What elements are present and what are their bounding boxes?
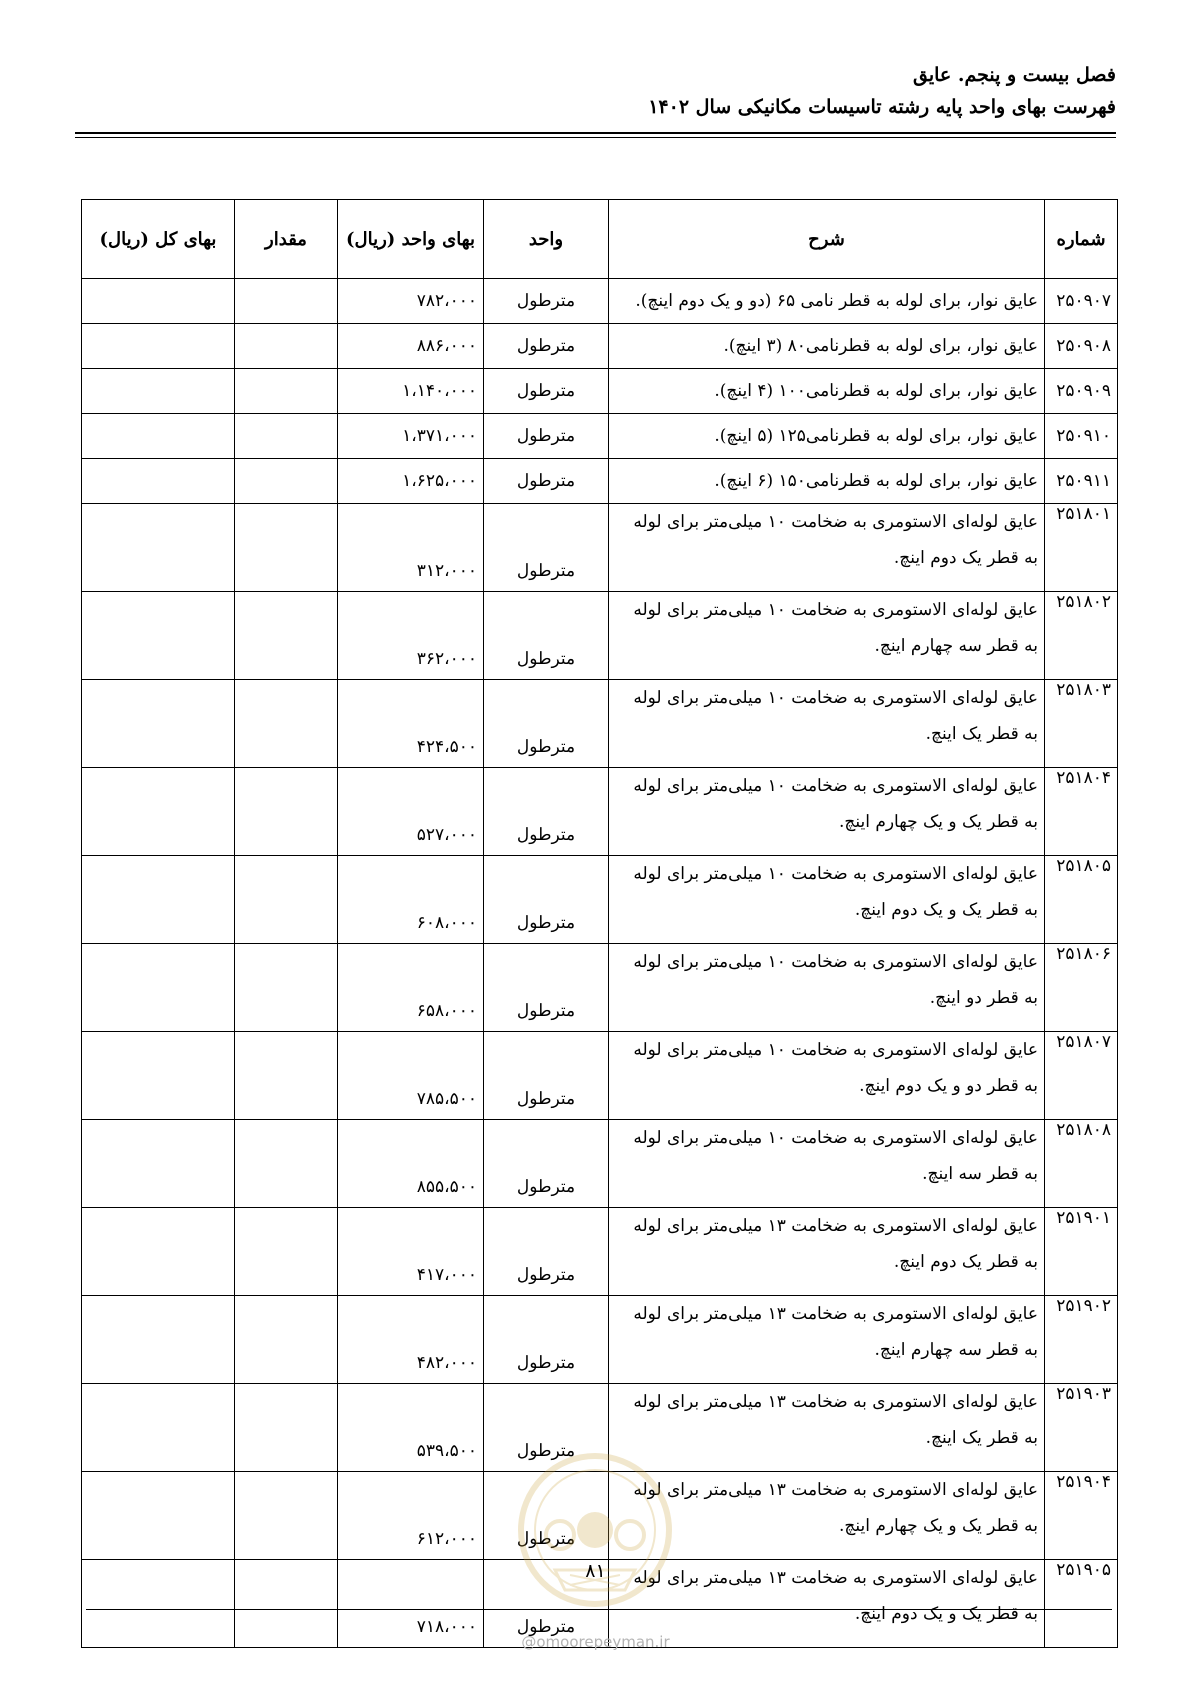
table-row <box>82 1032 1118 1120</box>
row-unit-price: ۳۱۲،۰۰۰ <box>338 504 484 592</box>
table-row <box>82 856 1118 944</box>
row-code: ۲۵۱۹۰۵ <box>1045 1560 1118 1648</box>
row-unit: مترطول <box>484 856 609 944</box>
col-header-code: شماره <box>1045 200 1118 279</box>
row-quantity <box>235 1208 338 1296</box>
row-unit-price: ۷۸۲،۰۰۰ <box>338 279 484 324</box>
row-total-price <box>82 680 235 768</box>
row-description: عایق لوله‌ای الاستومری به ضخامت ۱۰ میلی‌متر برای لوله به قطر دو اینچ. <box>609 944 1045 1032</box>
row-total-price <box>82 856 235 944</box>
row-code: ۲۵۱۹۰۴ <box>1045 1472 1118 1560</box>
row-quantity <box>235 592 338 680</box>
table-row <box>82 1208 1118 1296</box>
row-quantity <box>235 504 338 592</box>
col-header-unit: واحد <box>484 200 609 279</box>
table-row <box>82 1120 1118 1208</box>
row-unit: مترطول <box>484 504 609 592</box>
row-unit-price: ۶۵۸،۰۰۰ <box>338 944 484 1032</box>
row-description: عایق لوله‌ای الاستومری به ضخامت ۱۳ میلی‌متر برای لوله به قطر سه چهارم اینچ. <box>609 1296 1045 1384</box>
row-description: عایق لوله‌ای الاستومری به ضخامت ۱۰ میلی‌متر برای لوله به قطر دو و یک دوم اینچ. <box>609 1032 1045 1120</box>
row-total-price <box>82 279 235 324</box>
row-description: عایق لوله‌ای الاستومری به ضخامت ۱۰ میلی‌متر برای لوله به قطر یک اینچ. <box>609 680 1045 768</box>
row-unit-price: ۸۵۵،۵۰۰ <box>338 1120 484 1208</box>
table-row <box>82 1296 1118 1384</box>
row-unit: مترطول <box>484 592 609 680</box>
row-code: ۲۵۰۹۱۱ <box>1045 459 1118 504</box>
row-unit: مترطول <box>484 1472 609 1560</box>
table-row <box>82 592 1118 680</box>
col-header-total-price: بهای کل (ریال) <box>82 200 235 279</box>
row-unit: مترطول <box>484 1296 609 1384</box>
row-quantity <box>235 369 338 414</box>
row-unit-price: ۶۰۸،۰۰۰ <box>338 856 484 944</box>
row-unit-price: ۷۱۸،۰۰۰ <box>338 1560 484 1648</box>
row-total-price <box>82 369 235 414</box>
row-description: عایق نوار، برای لوله به قطرنامی۱۰۰ (۴ اینچ). <box>609 369 1045 414</box>
row-description: عایق لوله‌ای الاستومری به ضخامت ۱۳ میلی‌متر برای لوله به قطر یک و یک دوم اینچ. <box>609 1560 1045 1648</box>
row-unit: مترطول <box>484 944 609 1032</box>
row-description: عایق لوله‌ای الاستومری به ضخامت ۱۳ میلی‌متر برای لوله به قطر یک اینچ. <box>609 1384 1045 1472</box>
row-quantity <box>235 768 338 856</box>
row-total-price <box>82 459 235 504</box>
watermark-url: @omoorepeyman.ir <box>521 1633 670 1651</box>
row-unit-price: ۱،۳۷۱،۰۰۰ <box>338 414 484 459</box>
row-quantity <box>235 324 338 369</box>
row-code: ۲۵۱۸۰۳ <box>1045 680 1118 768</box>
row-code: ۲۵۰۹۱۰ <box>1045 414 1118 459</box>
row-total-price <box>82 414 235 459</box>
row-code: ۲۵۱۸۰۱ <box>1045 504 1118 592</box>
row-total-price <box>82 1296 235 1384</box>
row-code: ۲۵۱۸۰۷ <box>1045 1032 1118 1120</box>
row-code: ۲۵۱۸۰۸ <box>1045 1120 1118 1208</box>
row-unit-price: ۱،۶۲۵،۰۰۰ <box>338 459 484 504</box>
row-total-price <box>82 324 235 369</box>
row-code: ۲۵۰۹۰۷ <box>1045 279 1118 324</box>
row-code: ۲۵۱۸۰۶ <box>1045 944 1118 1032</box>
row-description: عایق نوار، برای لوله به قطرنامی۸۰ (۳ اینچ). <box>609 324 1045 369</box>
row-code: ۲۵۱۹۰۲ <box>1045 1296 1118 1384</box>
row-description: عایق لوله‌ای الاستومری به ضخامت ۱۳ میلی‌متر برای لوله به قطر یک و یک چهارم اینچ. <box>609 1472 1045 1560</box>
table-row <box>82 680 1118 768</box>
row-unit: مترطول <box>484 1032 609 1120</box>
row-total-price <box>82 592 235 680</box>
row-unit: مترطول <box>484 369 609 414</box>
table-row <box>82 459 1118 504</box>
watermark-seal-icon <box>515 1450 675 1610</box>
col-header-quantity: مقدار <box>235 200 338 279</box>
row-unit-price: ۴۸۲،۰۰۰ <box>338 1296 484 1384</box>
row-code: ۲۵۰۹۰۹ <box>1045 369 1118 414</box>
row-description: عایق لوله‌ای الاستومری به ضخامت ۱۳ میلی‌متر برای لوله به قطر یک دوم اینچ. <box>609 1208 1045 1296</box>
row-quantity <box>235 414 338 459</box>
table-row <box>82 944 1118 1032</box>
header-rule-thin <box>75 137 1116 138</box>
row-quantity <box>235 279 338 324</box>
header-rule-thick <box>75 132 1116 134</box>
table-row <box>82 768 1118 856</box>
row-description: عایق لوله‌ای الاستومری به ضخامت ۱۰ میلی‌متر برای لوله به قطر سه اینچ. <box>609 1120 1045 1208</box>
row-total-price <box>82 944 235 1032</box>
row-unit-price: ۳۶۲،۰۰۰ <box>338 592 484 680</box>
row-unit-price: ۶۱۲،۰۰۰ <box>338 1472 484 1560</box>
table-header-row <box>82 200 1118 279</box>
row-description: عایق لوله‌ای الاستومری به ضخامت ۱۰ میلی‌متر برای لوله به قطر یک و یک دوم اینچ. <box>609 856 1045 944</box>
footer-rule <box>86 1609 1112 1610</box>
row-code: ۲۵۱۸۰۴ <box>1045 768 1118 856</box>
table-row <box>82 414 1118 459</box>
row-total-price <box>82 504 235 592</box>
row-unit: مترطول <box>484 279 609 324</box>
page-number: ۸۱ <box>585 1560 606 1582</box>
row-quantity <box>235 1472 338 1560</box>
row-total-price <box>82 1384 235 1472</box>
row-unit: مترطول <box>484 414 609 459</box>
row-quantity <box>235 680 338 768</box>
table-row <box>82 324 1118 369</box>
row-unit-price: ۵۳۹،۵۰۰ <box>338 1384 484 1472</box>
row-total-price <box>82 1472 235 1560</box>
col-header-description: شرح <box>609 200 1045 279</box>
row-code: ۲۵۰۹۰۸ <box>1045 324 1118 369</box>
row-description: عایق لوله‌ای الاستومری به ضخامت ۱۰ میلی‌متر برای لوله به قطر یک و یک چهارم اینچ. <box>609 768 1045 856</box>
chapter-title: فصل بیست و پنجم. عایق <box>912 64 1116 86</box>
row-total-price <box>82 1032 235 1120</box>
row-total-price <box>82 1120 235 1208</box>
row-unit: مترطول <box>484 324 609 369</box>
row-quantity <box>235 856 338 944</box>
row-unit-price: ۱،۱۴۰،۰۰۰ <box>338 369 484 414</box>
row-description: عایق نوار، برای لوله به قطر نامی ۶۵ (دو و یک دوم اینچ). <box>609 279 1045 324</box>
row-quantity <box>235 1384 338 1472</box>
document-title: فهرست بهای واحد پایه رشته تاسیسات مکانیکی سال ۱۴۰۲ <box>648 96 1116 118</box>
row-quantity <box>235 459 338 504</box>
row-unit-price: ۸۸۶،۰۰۰ <box>338 324 484 369</box>
row-description: عایق لوله‌ای الاستومری به ضخامت ۱۰ میلی‌متر برای لوله به قطر یک دوم اینچ. <box>609 504 1045 592</box>
row-code: ۲۵۱۹۰۱ <box>1045 1208 1118 1296</box>
row-code: ۲۵۱۸۰۲ <box>1045 592 1118 680</box>
row-quantity <box>235 1120 338 1208</box>
row-code: ۲۵۱۹۰۳ <box>1045 1384 1118 1472</box>
row-unit: مترطول <box>484 459 609 504</box>
row-unit-price: ۴۱۷،۰۰۰ <box>338 1208 484 1296</box>
row-unit: مترطول <box>484 1208 609 1296</box>
table-row <box>82 279 1118 324</box>
row-unit-price: ۵۲۷،۰۰۰ <box>338 768 484 856</box>
table-row <box>82 504 1118 592</box>
row-quantity <box>235 944 338 1032</box>
row-quantity <box>235 1032 338 1120</box>
row-description: عایق نوار، برای لوله به قطرنامی۱۲۵ (۵ اینچ). <box>609 414 1045 459</box>
row-unit: مترطول <box>484 1560 609 1648</box>
row-unit: مترطول <box>484 768 609 856</box>
price-table <box>81 199 1118 1648</box>
row-code: ۲۵۱۸۰۵ <box>1045 856 1118 944</box>
row-description: عایق نوار، برای لوله به قطرنامی۱۵۰ (۶ اینچ). <box>609 459 1045 504</box>
row-description: عایق لوله‌ای الاستومری به ضخامت ۱۰ میلی‌متر برای لوله به قطر سه چهارم اینچ. <box>609 592 1045 680</box>
row-unit-price: ۴۲۴،۵۰۰ <box>338 680 484 768</box>
row-total-price <box>82 768 235 856</box>
row-unit: مترطول <box>484 1120 609 1208</box>
row-unit: مترطول <box>484 1384 609 1472</box>
row-quantity <box>235 1296 338 1384</box>
row-unit-price: ۷۸۵،۵۰۰ <box>338 1032 484 1120</box>
row-unit: مترطول <box>484 680 609 768</box>
table-row <box>82 369 1118 414</box>
col-header-unit-price: بهای واحد (ریال) <box>338 200 484 279</box>
page-header <box>648 60 1116 122</box>
row-total-price <box>82 1208 235 1296</box>
